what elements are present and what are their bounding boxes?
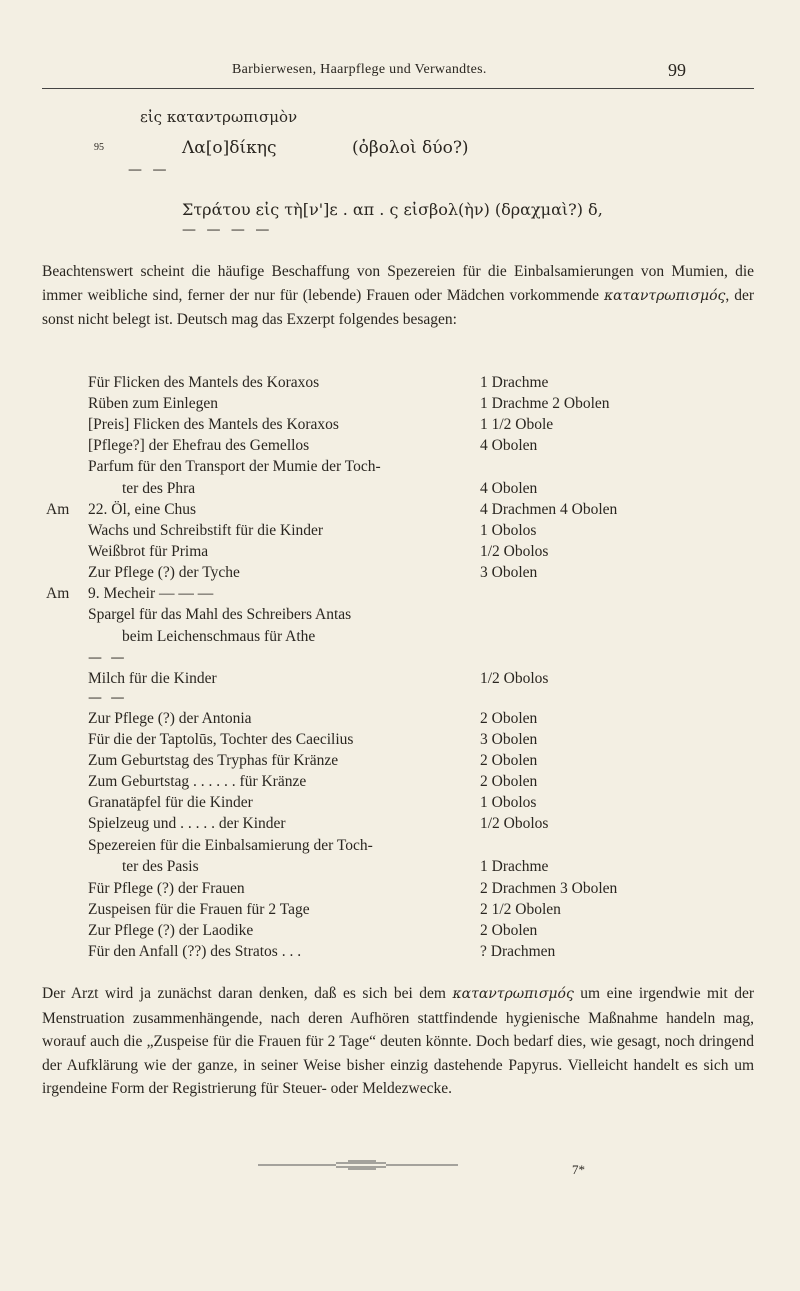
- entry-amount: 1 Obolos: [480, 522, 537, 539]
- entry-amount: 2 Obolen: [480, 710, 538, 727]
- entry-amount: 1 Obolos: [480, 794, 537, 811]
- header-rule: [42, 88, 754, 89]
- entry-item: Weißbrot für Prima: [88, 543, 209, 560]
- entry-amount: 1 Drachme: [480, 858, 549, 875]
- entry-item: Zuspeisen für die Frauen für 2 Tage: [88, 901, 310, 918]
- entry-item: Spezereien für die Einbalsamierung der Toch-: [88, 837, 373, 854]
- list-item: [0, 437, 800, 459]
- paragraph-intro-term: καταντρωπισμός: [603, 287, 726, 304]
- list-item: [0, 922, 800, 944]
- list-item: [0, 606, 800, 628]
- entry-item: 9. Mecheir — — —: [88, 585, 214, 602]
- entry-amount: ? Drachmen: [480, 943, 556, 960]
- greek-dashes-a: — —: [128, 162, 170, 178]
- entry-amount: 4 Obolen: [480, 437, 538, 454]
- entry-item: ter des Pasis: [122, 858, 199, 875]
- entry-item: Zur Pflege (?) der Tyche: [88, 564, 240, 581]
- list-item: [0, 731, 800, 753]
- page-number: 99: [668, 60, 686, 80]
- entry-item: ter des Phra: [122, 480, 196, 497]
- list-item: [0, 522, 800, 544]
- entry-amount: 1/2 Obolos: [480, 543, 549, 560]
- paragraph-intro-text-a: Beachtenswert scheint die häufige Beschaffung von Spezereien für die Einbalsamierungen von Mumien, die immer weibliche sind, ferner der nur für (lebende) Frauen oder Mädchen vorkommende: [42, 263, 754, 304]
- list-item: [0, 837, 800, 859]
- entry-amount: 2 Obolen: [480, 773, 538, 790]
- list-item: [0, 374, 800, 396]
- entry-amount: 2 Obolen: [480, 922, 538, 939]
- list-item: [0, 501, 800, 523]
- list-item: [0, 564, 800, 586]
- entry-item: [Preis] Flicken des Mantels des Koraxos: [88, 416, 339, 433]
- list-item: [0, 794, 800, 816]
- list-separator: — —: [88, 690, 127, 706]
- list-item: [0, 670, 800, 692]
- list-item: [0, 710, 800, 732]
- line-number: 95: [94, 142, 104, 153]
- entry-amount: 4 Obolen: [480, 480, 538, 497]
- greek-line-1: εἰς καταντρωπισμὸν: [140, 108, 298, 126]
- ornament-rule: [258, 1158, 458, 1172]
- entry-item: Zur Pflege (?) der Laodike: [88, 922, 254, 939]
- entry-amount: 2 1/2 Obolen: [480, 901, 561, 918]
- entry-amount: 1/2 Obolos: [480, 670, 549, 687]
- entry-prefix: Am: [46, 501, 70, 518]
- entry-item: Parfum für den Transport der Mumie der Toch-: [88, 458, 381, 475]
- entry-item: Rüben zum Einlegen: [88, 395, 218, 412]
- entry-item: Für Pflege (?) der Frauen: [88, 880, 245, 897]
- list-item: [0, 943, 800, 965]
- paragraph-conclusion: [42, 982, 754, 1101]
- list-item: [0, 815, 800, 837]
- running-title: Barbierwesen, Haarpflege und Verwandtes.: [232, 62, 487, 77]
- entry-amount: 4 Drachmen 4 Obolen: [480, 501, 618, 518]
- list-item: [0, 880, 800, 902]
- list-separator: — —: [88, 650, 127, 666]
- entry-amount: 3 Obolen: [480, 731, 538, 748]
- entry-amount: 1/2 Obolos: [480, 815, 549, 832]
- list-item: [0, 858, 800, 880]
- entry-amount: 1 Drachme: [480, 374, 549, 391]
- entry-item: [Pflege?] der Ehefrau des Gemellos: [88, 437, 310, 454]
- entry-item: Für Flicken des Mantels des Koraxos: [88, 374, 320, 391]
- list-item: [0, 416, 800, 438]
- paragraph-intro-text-b: , der sonst nicht belegt ist. Deutsch mag das Exzerpt folgendes besagen:: [42, 286, 754, 328]
- list-item: [0, 395, 800, 417]
- list-item: [0, 901, 800, 923]
- entry-item: Zum Geburtstag des Tryphas für Kränze: [88, 752, 339, 769]
- entry-item: beim Leichenschmaus für Athe: [122, 628, 316, 645]
- greek-line-3: Στράτου εἰς τὴ[ν']ε . απ . ς εἰσβολ(ὴν) (δραχμαὶ?) δ,: [182, 200, 603, 219]
- greek-dashes-b: — — — —: [182, 222, 273, 238]
- entry-item: Zur Pflege (?) der Antonia: [88, 710, 252, 727]
- list-item: [0, 480, 800, 502]
- entry-prefix: Am: [46, 585, 70, 602]
- entry-amount: 1 1/2 Obole: [480, 416, 554, 433]
- entry-item: Wachs und Schreibstift für die Kinder: [88, 522, 324, 539]
- entry-amount: 2 Drachmen 3 Obolen: [480, 880, 618, 897]
- list-item: [0, 543, 800, 565]
- list-item: [0, 773, 800, 795]
- entry-item: Für den Anfall (??) des Stratos . . .: [88, 943, 302, 960]
- entry-item: Für die der Taptolūs, Tochter des Caecilius: [88, 731, 354, 748]
- paragraph-conclusion-term: καταντρωπισμός: [452, 986, 574, 1002]
- paragraph-conclusion-text-b: um eine irgendwie mit der Menstruation zusammenhängende, nach deren Aufhören stattfindende hygienische Maßnahme handeln mag, worauf auch die „Zuspeise für die Frauen für 2 Tage“ deuten könnte. Doch bedarf dies, wie gesagt, noch dringend der Aufklärung wie der ganze, in seiner Weise bisher einzig dastehende Papyrus. Vielleicht handelt es sich um irgendeine Form der Registrierung für Steuer- oder Meldezwecke.: [42, 985, 754, 1097]
- greek-line-2-left: Λα[ο]δίκης: [182, 138, 277, 158]
- entry-item: Granatäpfel für die Kinder: [88, 794, 253, 811]
- entry-amount: 2 Obolen: [480, 752, 538, 769]
- entry-item: Spielzeug und . . . . . der Kinder: [88, 815, 286, 832]
- paragraph-intro: [42, 260, 754, 332]
- list-item: [0, 752, 800, 774]
- entry-amount: 3 Obolen: [480, 564, 538, 581]
- entry-item: Zum Geburtstag . . . . . . für Kränze: [88, 773, 307, 790]
- list-item: [0, 458, 800, 480]
- entry-item: Spargel für das Mahl des Schreibers Antas: [88, 606, 352, 623]
- list-item: [0, 628, 800, 650]
- greek-line-2-right: (ὀβολοὶ δύο?): [352, 138, 469, 158]
- paragraph-conclusion-text-a: Der Arzt wird ja zunächst daran denken, daß es sich bei dem: [42, 985, 453, 1002]
- list-item: [0, 585, 800, 607]
- entry-amount: 1 Drachme 2 Obolen: [480, 395, 610, 412]
- catchword: 7*: [572, 1162, 585, 1177]
- entry-item: Milch für die Kinder: [88, 670, 217, 687]
- entry-item: 22. Öl, eine Chus: [88, 501, 197, 518]
